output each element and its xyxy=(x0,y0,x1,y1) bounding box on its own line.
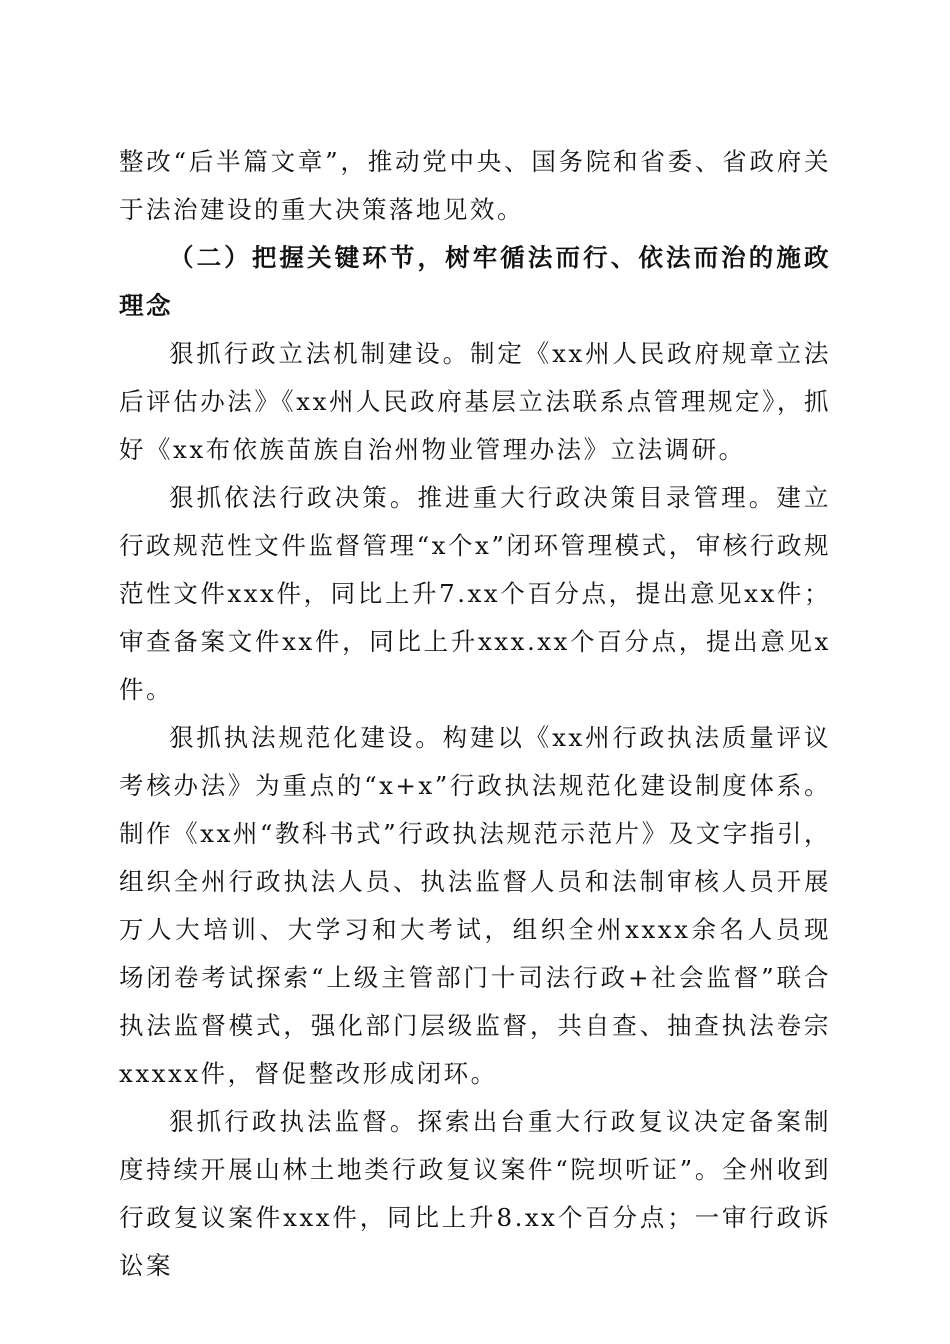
paragraph-enforcement-supervision: 狠抓行政执法监督。探索出台重大行政复议决定备案制度持续开展山林土地类行政复议案件“院坝听证”。全州收到行政复议案件xxx件，同比上升8.xx个百分点；一审行政诉讼案 xyxy=(119,1107,831,1280)
paragraph-enforcement-standardization: 狠抓执法规范化建设。构建以《xx州行政执法质量评议考核办法》为重点的“x+x”行政执法规范化建设制度体系。制作《xx州“教科书式”行政执法规范示范片》及文字指引，组织全州行政执法人员、执法监督人员和法制审核人员开展万人大培训、大学习和大考试，组织全州xxxx余名人员现场闭卷考试探索“上级主管部门十司法行政+社会监督”联合执法监督模式，强化部门层级监督，共自查、抽查执法卷宗xxxxx件，督促整改形成闭环。 xyxy=(119,723,831,1088)
section-heading: （二）把握关键环节，树牢循法而行、依法而治的施政理念 xyxy=(119,243,831,320)
document-body xyxy=(119,138,831,1290)
paragraph-legislation: 狠抓行政立法机制建设。制定《xx州人民政府规章立法后评估办法》《xx州人民政府基层立法联系点管理规定》，抓好《xx布依族苗族自治州物业管理办法》立法调研。 xyxy=(119,339,831,464)
paragraph-decision-making: 狠抓依法行政决策。推进重大行政决策目录管理。建立行政规范性文件监督管理“x个x”闭环管理模式，审核行政规范性文件xxx件，同比上升7.xx个百分点，提出意见xx件；审查备案文件xx件，同比上升xxx.xx个百分点，提出意见x件。 xyxy=(119,483,831,704)
paragraph-continuation: 整改“后半篇文章”，推动党中央、国务院和省委、省政府关于法治建设的重大决策落地见效。 xyxy=(119,147,831,224)
